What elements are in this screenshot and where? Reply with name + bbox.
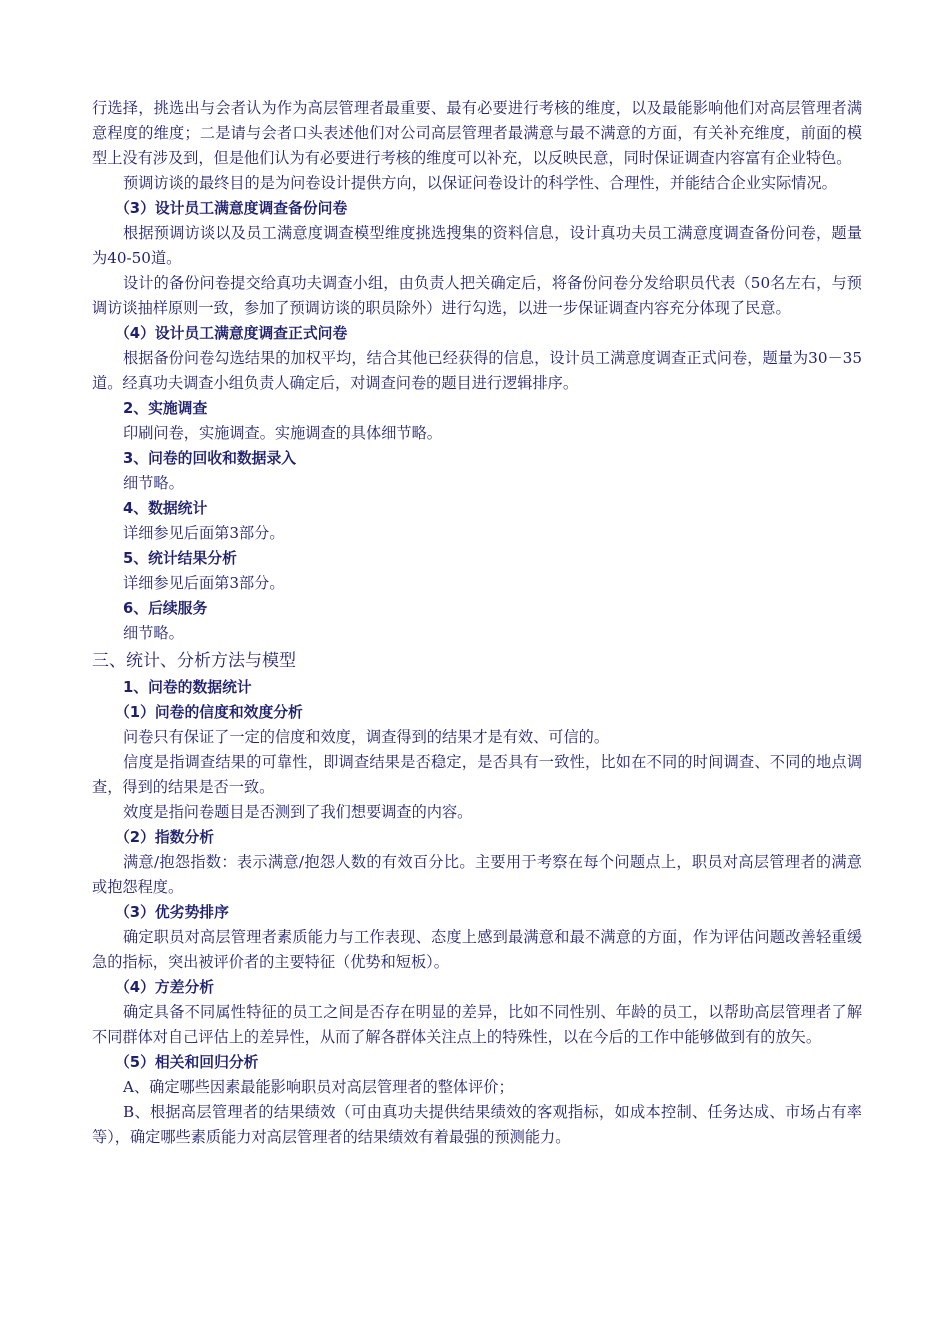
subsection-heading: （2）指数分析 — [115, 829, 215, 846]
body-paragraph: 效度是指问卷题目是否测到了我们想要调查的内容。 — [123, 803, 473, 821]
subsection-heading: （3）设计员工满意度调查备份问卷 — [115, 200, 348, 217]
body-paragraph: 预调访谈的最终目的是为问卷设计提供方向，以保证问卷设计的科学性、合理性，并能结合企业实际情况。 — [123, 174, 837, 192]
body-paragraph: 详细参见后面第3部分。 — [123, 524, 285, 542]
body-paragraph: A、确定哪些因素最能影响职员对高层管理者的整体评价； — [123, 1078, 514, 1096]
body-paragraph: 确定具备不同属性特征的员工之间是否存在明显的差异，比如不同性别、年龄的员工，以帮助高层管理者了解不同群体对自己评估上的差异性，从而了解各群体关注点上的特殊性，以在今后的工作中能够做到有的放矢。 — [92, 1003, 862, 1046]
section-heading: 6、后续服务 — [123, 600, 208, 617]
body-paragraph: 详细参见后面第3部分。 — [123, 574, 285, 592]
body-paragraph: 设计的备份问卷提交给真功夫调查小组，由负责人把关确定后，将备份问卷分发给职员代表（50名左右，与预调访谈抽样原则一致，参加了预调访谈的职员除外）进行勾选，以进一步保证调查内容充分体现了民意。 — [92, 274, 862, 317]
body-paragraph: 根据预调访谈以及员工满意度调查模型维度挑选搜集的资料信息，设计真功夫员工满意度调查备份问卷，题量为40-50道。 — [92, 224, 862, 267]
body-paragraph: 印刷问卷，实施调查。实施调查的具体细节略。 — [123, 424, 442, 442]
section-heading: 4、数据统计 — [123, 500, 208, 517]
body-paragraph: 行选择，挑选出与会者认为作为高层管理者最重要、最有必要进行考核的维度，以及最能影响他们对高层管理者满意程度的维度；二是请与会者口头表述他们对公司高层管理者最满意与最不满意的方面，有关补充维度，前面的模型上没有涉及到，但是他们认为有必要进行考核的维度可以补充，以反映民意，同时保证调查内容富有企业特色。 — [92, 99, 862, 167]
section-heading: 2、实施调查 — [123, 400, 208, 417]
body-paragraph: 问卷只有保证了一定的信度和效度，调查得到的结果才是有效、可信的。 — [123, 728, 609, 746]
chapter-heading: 三、统计、分析方法与模型 — [92, 651, 296, 671]
subsection-heading: （3）优劣势排序 — [115, 904, 229, 921]
body-paragraph: 信度是指调查结果的可靠性，即调查结果是否稳定，是否具有一致性，比如在不同的时间调查、不同的地点调查，得到的结果是否一致。 — [92, 753, 862, 796]
section-heading: 1、问卷的数据统计 — [123, 679, 252, 696]
body-paragraph: 细节略。 — [123, 474, 184, 492]
subsection-heading: （4）设计员工满意度调查正式问卷 — [115, 325, 348, 342]
body-paragraph: 确定职员对高层管理者素质能力与工作表现、态度上感到最满意和最不满意的方面，作为评估问题改善轻重缓急的指标，突出被评价者的主要特征（优势和短板）。 — [92, 928, 862, 971]
subsection-heading: （4）方差分析 — [115, 979, 215, 996]
body-paragraph: B、根据高层管理者的结果绩效（可由真功夫提供结果绩效的客观指标，如成本控制、任务达成、市场占有率等），确定哪些素质能力对高层管理者的结果绩效有着最强的预测能力。 — [92, 1103, 862, 1146]
body-paragraph: 根据备份问卷勾选结果的加权平均，结合其他已经获得的信息，设计员工满意度调查正式问卷，题量为30－35道。经真功夫调查小组负责人确定后，对调查问卷的题目进行逻辑排序。 — [92, 349, 862, 392]
document-page — [92, 96, 862, 1150]
section-heading: 5、统计结果分析 — [123, 550, 237, 567]
body-paragraph: 细节略。 — [123, 624, 184, 642]
subsection-heading: （1）问卷的信度和效度分析 — [115, 704, 303, 721]
subsection-heading: （5）相关和回归分析 — [115, 1054, 259, 1071]
body-paragraph: 满意/抱怨指数：表示满意/抱怨人数的有效百分比。主要用于考察在每个问题点上，职员对高层管理者的满意或抱怨程度。 — [92, 853, 862, 896]
section-heading: 3、问卷的回收和数据录入 — [123, 450, 297, 467]
